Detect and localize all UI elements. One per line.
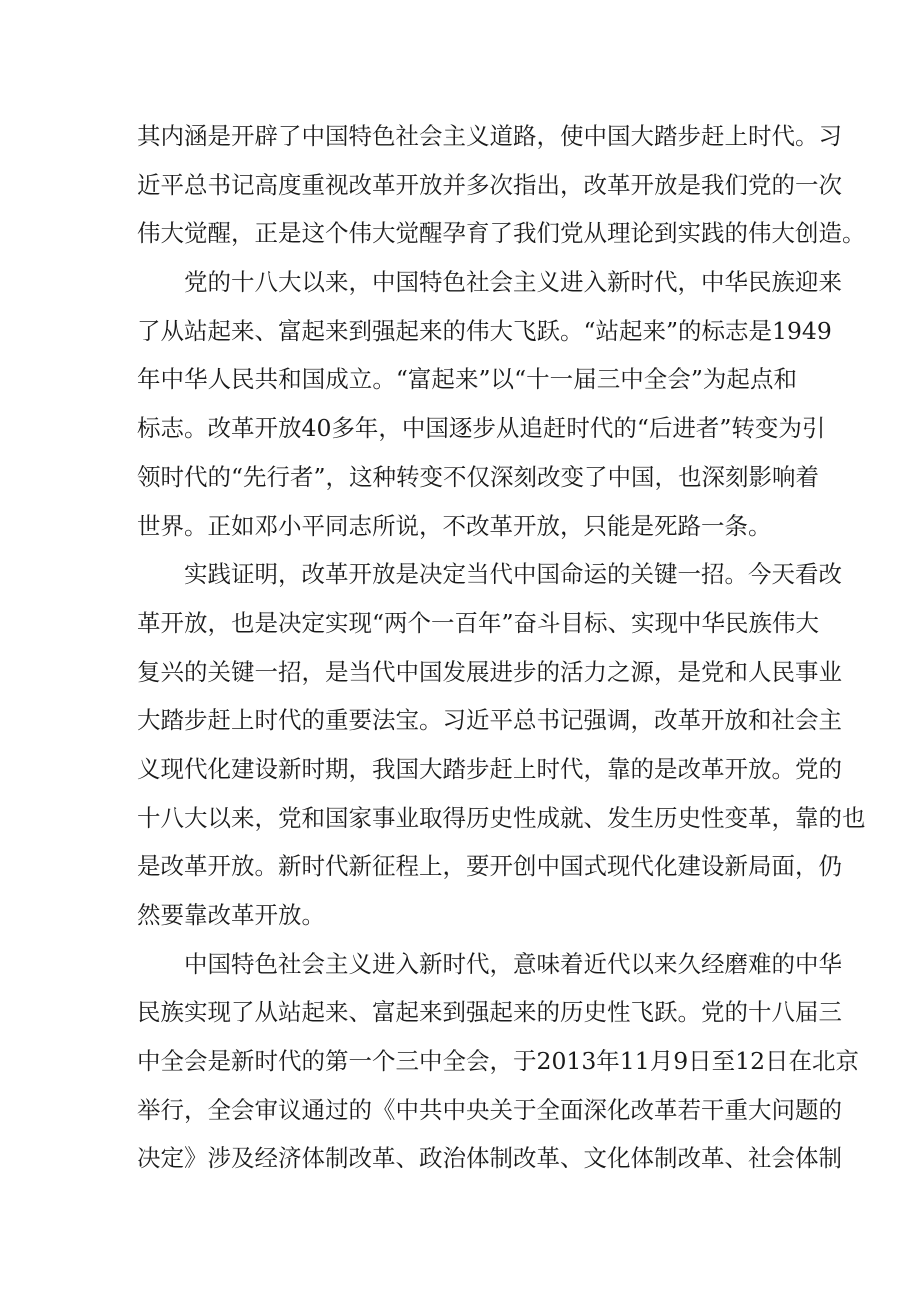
paragraph-line: 了从站起来、富起来到强起来的伟大飞跃。“站起来”的标志是1949 — [137, 316, 832, 345]
paragraph-line: 十八大以来，党和国家事业取得历史性成就、发生历史性变革，靠的也 — [137, 803, 866, 832]
paragraph-line: 决定》涉及经济体制改革、政治体制改革、文化体制改革、社会体制 — [137, 1144, 842, 1173]
paragraph-line: 中国特色社会主义进入新时代，意味着近代以来久经磨难的中华 — [184, 949, 842, 978]
paragraph-line: 然要靠改革开放。 — [137, 901, 325, 929]
paragraph-line: 复兴的关键一招，是当代中国发展进步的活力之源，是党和人民事业 — [137, 657, 842, 686]
paragraph-line: 伟大觉醒，正是这个伟大觉醒孕育了我们党从理论到实践的伟大创造。 — [137, 219, 866, 248]
paragraph-line: 举行，全会审议通过的《中共中央关于全面深化改革若干重大问题的 — [137, 1095, 842, 1124]
paragraph-line: 其内涵是开辟了中国特色社会主义道路，使中国大踏步赶上时代。习 — [137, 122, 842, 150]
paragraph-line: 实践证明，改革开放是决定当代中国命运的关键一招。今天看改 — [184, 560, 842, 589]
paragraph-line: 领时代的“先行者”，这种转变不仅深刻改变了中国，也深刻影响着 — [137, 462, 820, 491]
document-body — [137, 112, 866, 1183]
paragraph-3 — [137, 550, 866, 940]
paragraph-1 — [137, 112, 866, 258]
paragraph-line: 大踏步赶上时代的重要法宝。习近平总书记强调，改革开放和社会主 — [137, 706, 842, 735]
paragraph-line: 是改革开放。新时代新征程上，要开创中国式现代化建设新局面，仍 — [137, 852, 842, 881]
paragraph-4 — [137, 940, 860, 1183]
paragraph-line: 世界。正如邓小平同志所说，不改革开放，只能是死路一条。 — [137, 511, 772, 540]
paragraph-line: 中全会是新时代的第一个三中全会，于2013年11月9日至12日在北京 — [137, 1047, 860, 1076]
paragraph-line: 标志。改革开放40多年，中国逐步从追赶时代的“后进者”转变为引 — [137, 414, 826, 443]
paragraph-line: 义现代化建设新时期，我国大踏步赶上时代，靠的是改革开放。党的 — [137, 754, 842, 783]
paragraph-line: 革开放，也是决定实现“两个一百年”奋斗目标、实现中华民族伟大 — [137, 608, 820, 637]
paragraph-line: 民族实现了从站起来、富起来到强起来的历史性飞跃。党的十八届三 — [137, 998, 842, 1027]
paragraph-2 — [137, 258, 842, 550]
paragraph-line: 近平总书记高度重视改革开放并多次指出，改革开放是我们党的一次 — [137, 170, 842, 199]
paragraph-line: 年中华人民共和国成立。“富起来”以“十一届三中全会”为起点和 — [137, 365, 797, 394]
paragraph-line: 党的十八大以来，中国特色社会主义进入新时代，中华民族迎来 — [184, 268, 842, 297]
